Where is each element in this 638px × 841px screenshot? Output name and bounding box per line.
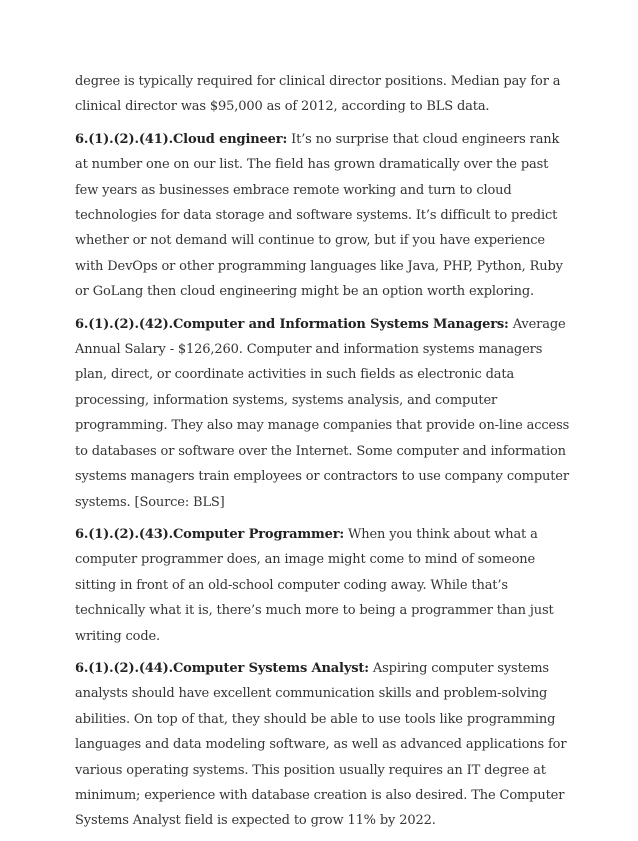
paragraph-clinical-director-continued xyxy=(75,69,570,120)
paragraph-text: When you think about what a computer programmer does, an image might come to mind of someone sitting in front of an old-school computer coding away. While that’s technically what it is, there’s much more to being a programmer than just writing code. xyxy=(75,526,554,644)
paragraph-computer-programmer xyxy=(75,522,570,649)
paragraph-heading: 6.(1).(2).(42).Computer and Information Systems Managers: xyxy=(75,316,509,332)
paragraph-heading: 6.(1).(2).(43).Computer Programmer: xyxy=(75,526,345,542)
document-page xyxy=(75,69,570,841)
paragraph-text: degree is typically required for clinical director positions. Median pay for a clinical director was $95,000 as of 2012, according to BLS data. xyxy=(75,74,561,115)
paragraph-computer-systems-analyst xyxy=(75,656,570,834)
paragraph-text: It’s no surprise that cloud engineers rank at number one on our list. The field has grown dramatically over the past few years as businesses embrace remote working and turn to cloud technologies for data storage and software systems. It’s difficult to predict whether or not demand will continue to grow, but if you have experience with DevOps or other programming languages like Java, PHP, Python, Ruby or GoLang then cloud engineering might be an option worth exploring. xyxy=(75,131,563,300)
paragraph-heading: 6.(1).(2).(44).Computer Systems Analyst: xyxy=(75,660,369,676)
paragraph-text: Average Annual Salary - $126,260. Computer and information systems managers plan, direct, or coordinate activities in such fields as electronic data processing, information systems, systems analysis, and computer programming. They also may manage companies that provide on-line access to databases or software over the Internet. Some computer and information systems managers train employees or contractors to use company computer systems. [Source: BLS] xyxy=(75,316,570,510)
paragraph-computer-information-systems-managers xyxy=(75,312,570,515)
paragraph-text: Aspiring computer systems analysts should have excellent communication skills and problem-solving abilities. On top of that, they should be able to use tools like programming languages and data modeling software, as well as advanced applications for various operating systems. This position usually requires an IT degree at minimum; experience with database creation is also desired. The Computer Systems Analyst field is expected to grow 11% by 2022. xyxy=(75,660,567,829)
paragraph-cloud-engineer xyxy=(75,127,570,305)
paragraph-heading: 6.(1).(2).(41).Cloud engineer: xyxy=(75,131,288,147)
